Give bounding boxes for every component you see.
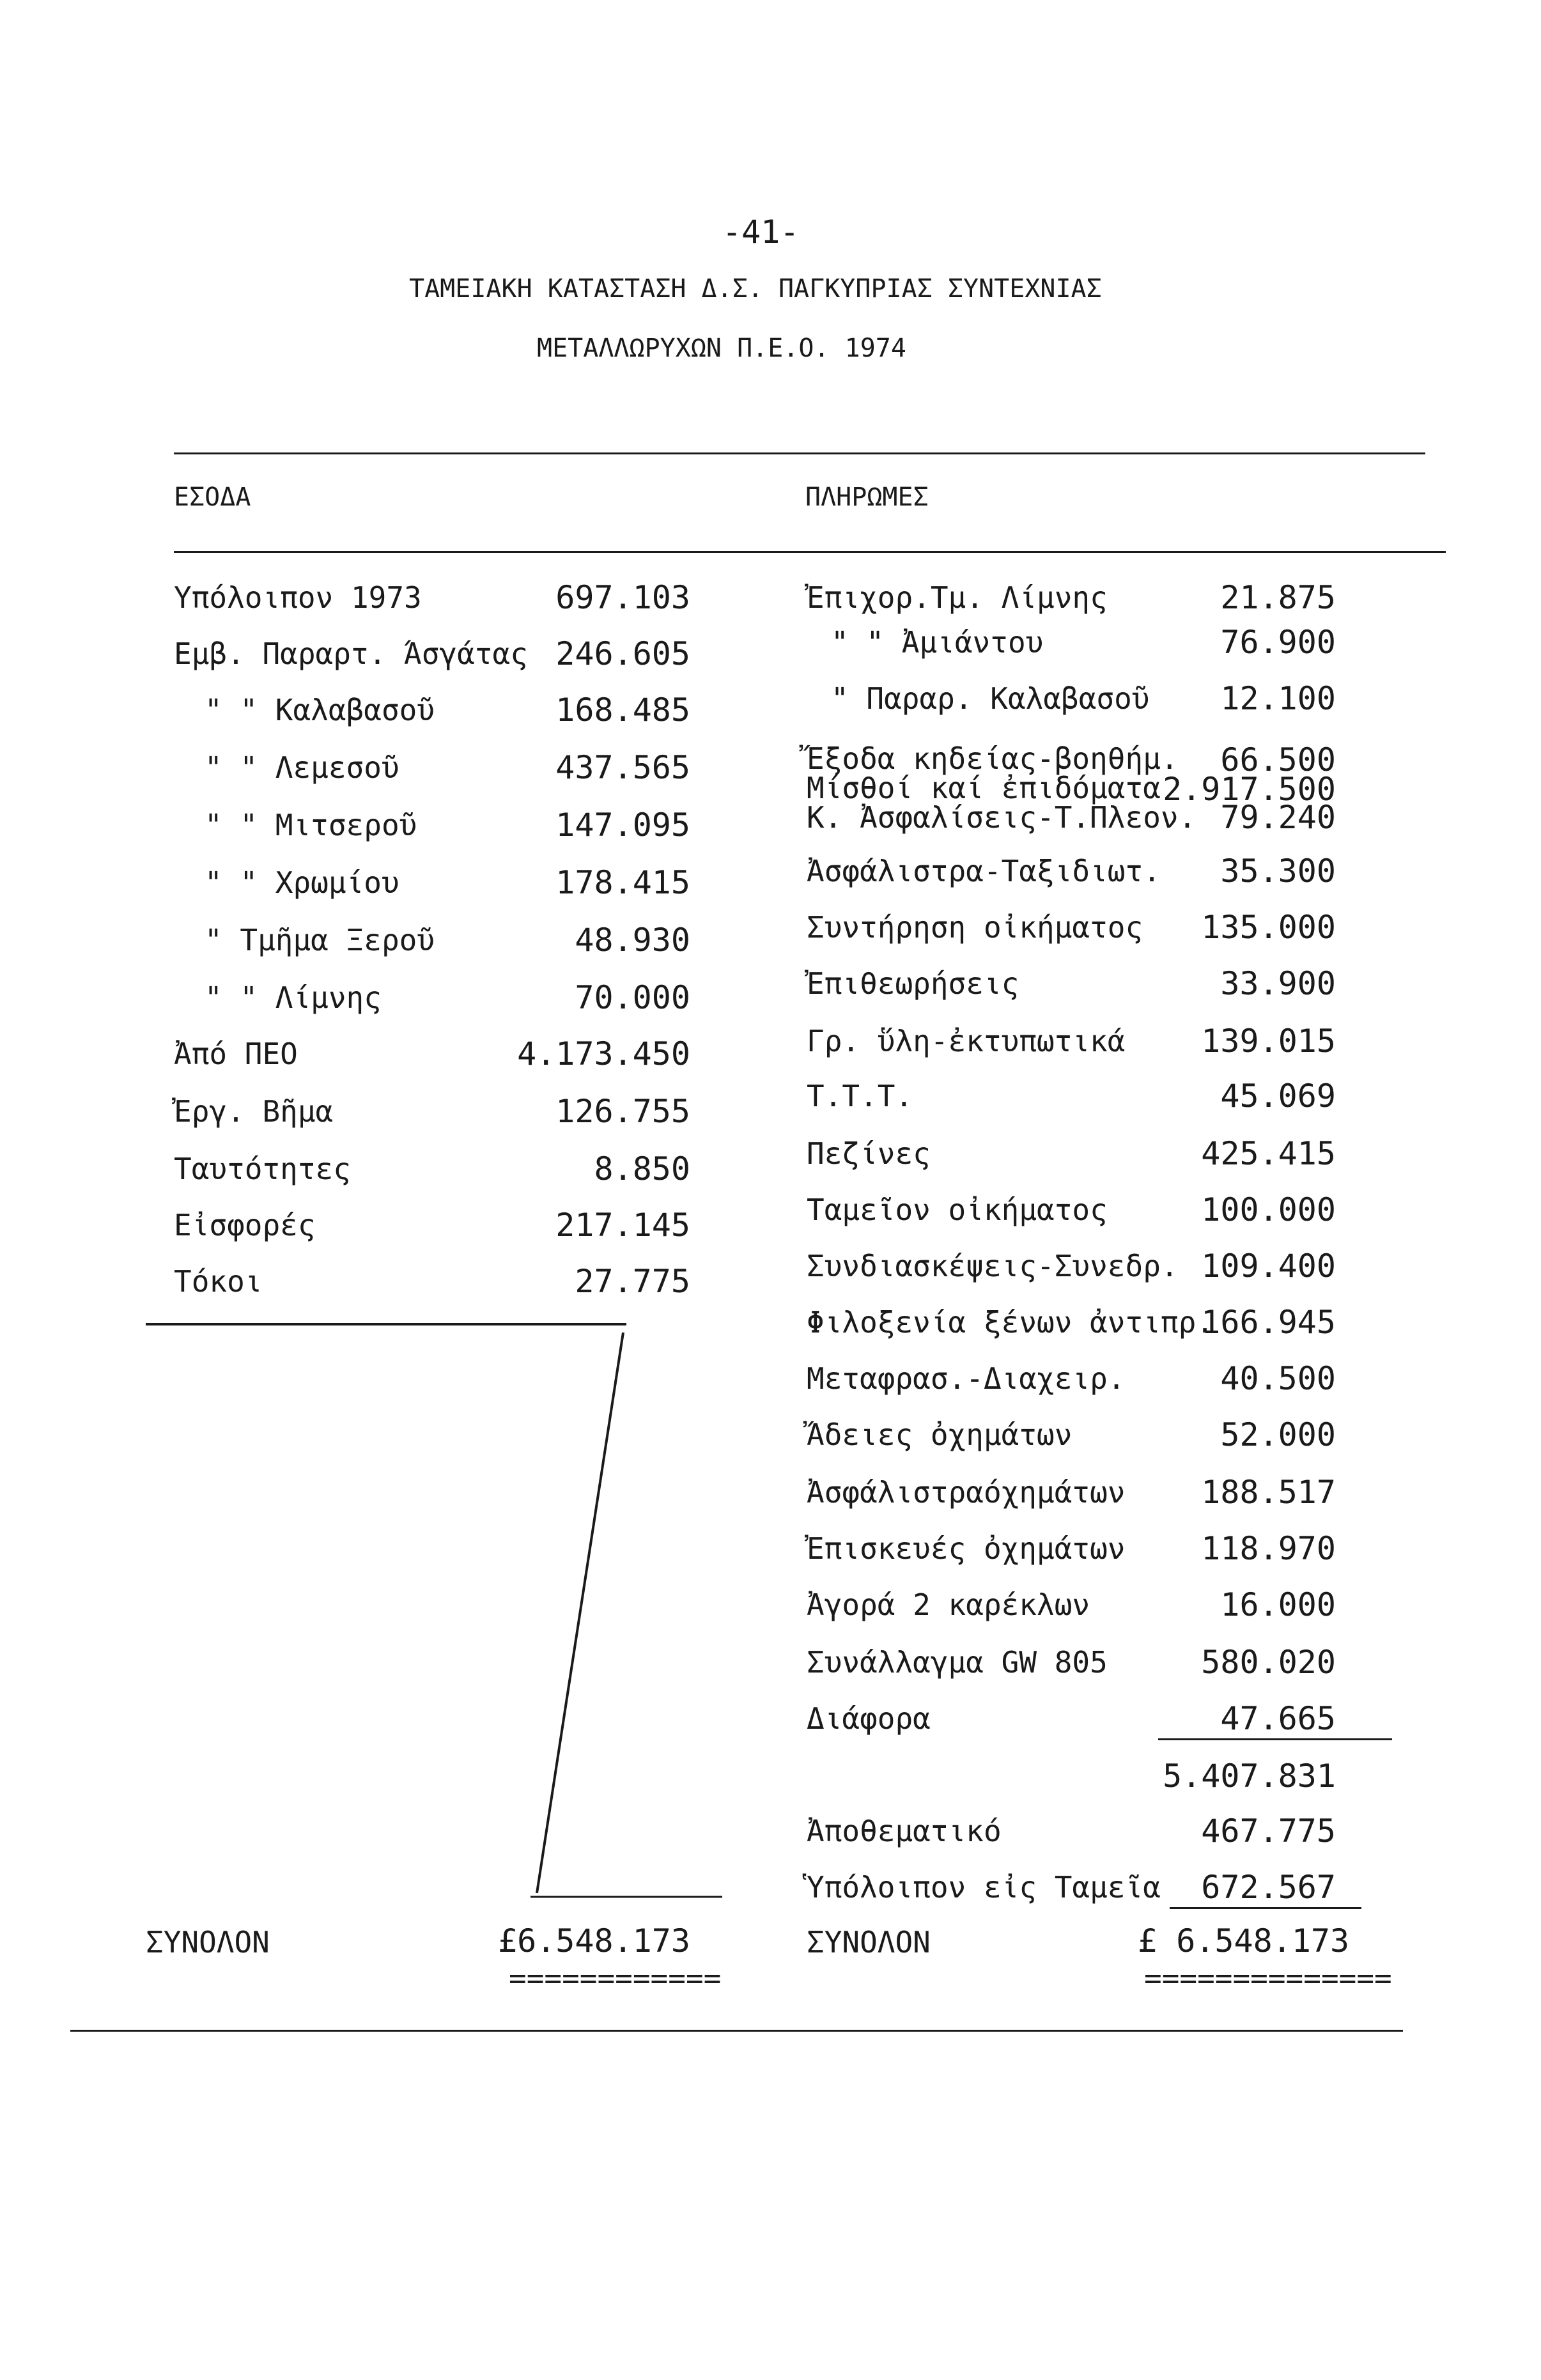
payment-label: Ἀγορά 2 καρέκλων [807, 1588, 1090, 1622]
payment-label: Φιλοξενία ξένων ἀντιπρ. [807, 1305, 1214, 1340]
payment-label: Γρ. ὕλη-ἐκτυπωτικά [807, 1024, 1126, 1058]
income-amount: 27.775 [575, 1263, 690, 1300]
income-label: " " Μιτσεροῦ [205, 808, 417, 842]
payment-amount: 166.945 [1201, 1304, 1336, 1341]
payment-label: Ἀσφάλιστραόχημάτων [807, 1475, 1126, 1510]
income-label: Υπόλοιπον 1973 [174, 580, 422, 615]
payment-label: Ἐπιθεωρήσεις [807, 966, 1019, 1001]
payment-label: Ἐπισκευές ὀχημάτων [807, 1531, 1126, 1566]
payment-label: Ἄδειες ὀχημάτων [807, 1418, 1073, 1452]
income-amount: 126.755 [555, 1093, 690, 1130]
payment-label: Συνάλλαγμα GW 805 [807, 1645, 1108, 1680]
income-amount: 246.605 [555, 635, 690, 672]
total-underline-left: ============ [509, 1961, 722, 1995]
payment-amount: 35.300 [1220, 853, 1336, 890]
income-amount: 8.850 [594, 1150, 690, 1187]
reserve-amount: 467.775 [1201, 1812, 1336, 1850]
payment-amount: 2.917.500 [1163, 771, 1336, 808]
total-right: £ 6.548.173 [1138, 1922, 1350, 1959]
payment-amount: 45.069 [1220, 1078, 1336, 1115]
total-label-right: ΣΥΝΟΛΟΝ [807, 1925, 931, 1959]
payment-label: " " Ἀμιάντου [831, 625, 1044, 660]
payment-label: Μίσθοί καί ἐπιδόματα [807, 771, 1161, 805]
income-column-header: ΕΣΟΔΑ [174, 483, 251, 512]
payment-label: Μεταφρασ.-Διαχειρ. [807, 1361, 1126, 1396]
document-subtitle: ΜΕΤΑΛΛΩΡΥΧΩΝ Π.Ε.Ο. 1974 [537, 334, 906, 363]
income-amount: 147.095 [555, 807, 690, 844]
total-underline-right: ============== [1144, 1961, 1392, 1995]
payment-label: Διάφορα [807, 1701, 931, 1736]
document-title: ΤΑΜΕΙΑΚΗ ΚΑΤΑΣΤΑΣΗ Δ.Σ. ΠΑΓΚΥΠΡΙΑΣ ΣΥΝΤΕΧΝΙΑΣ [409, 274, 1102, 304]
payment-label: Ἀσφάλιστρα-Ταξιδιωτ. [807, 854, 1161, 888]
income-label: Τόκοι [174, 1264, 263, 1299]
payment-amount: 66.500 [1220, 741, 1336, 778]
income-label: Ἀπό ΠΕΟ [174, 1037, 298, 1071]
income-label: Εμβ. Παραρτ. Άσγάτας [174, 637, 528, 671]
total-left: £6.548.173 [497, 1922, 690, 1959]
income-amount: 697.103 [555, 579, 690, 616]
payment-label: Ἔξοδα κηδείας-βοηθήμ. [807, 741, 1179, 776]
total-label-left: ΣΥΝΟΛΟΝ [146, 1925, 270, 1959]
income-label: " " Χρωμίου [205, 865, 399, 900]
income-label: Ἐργ. Βῆμα [174, 1094, 334, 1129]
payment-amount: 33.900 [1220, 965, 1336, 1002]
payment-amount: 580.020 [1201, 1644, 1336, 1681]
subtotal-rule [1158, 1738, 1392, 1740]
payments-subtotal: 5.407.831 [1163, 1758, 1336, 1795]
reserve-label: Ἀποθεματικό [807, 1814, 1002, 1848]
payments-column-header: ΠΛΗΡΩΜΕΣ [805, 483, 929, 512]
income-amount: 178.415 [555, 864, 690, 901]
income-amount: 217.145 [555, 1207, 690, 1244]
payment-amount: 109.400 [1201, 1248, 1336, 1285]
payment-amount: 188.517 [1201, 1474, 1336, 1511]
payment-amount: 118.970 [1201, 1530, 1336, 1567]
income-label: " " Λίμνης [205, 980, 382, 1015]
payment-label: Ἐπιχορ.Τμ. Λίμνης [807, 580, 1108, 615]
balance-amount: 672.567 [1201, 1869, 1336, 1906]
balance-rule [1170, 1907, 1361, 1909]
payment-amount: 135.000 [1201, 909, 1336, 946]
payment-amount: 16.000 [1220, 1586, 1336, 1623]
payment-amount: 47.665 [1220, 1700, 1336, 1737]
income-label: Ταυτότητες [174, 1152, 351, 1186]
payment-label: Ταμεῖον οἰκήματος [807, 1193, 1108, 1227]
income-amount: 168.485 [555, 692, 690, 729]
payment-amount: 52.000 [1220, 1416, 1336, 1453]
income-amount: 48.930 [575, 922, 690, 959]
payment-amount: 79.240 [1220, 799, 1336, 836]
income-label: " " Λεμεσοῦ [205, 750, 399, 785]
income-label: Εἰσφορές [174, 1208, 316, 1242]
balance-label: Ὑπόλοιπον εἰς Ταμεῖα [807, 1870, 1161, 1905]
payment-label: Συντήρηση οἰκήματος [807, 910, 1143, 945]
payment-label: Πεζίνες [807, 1136, 931, 1171]
page-number: -41- [722, 213, 800, 251]
income-label: " " Καλαβασοῦ [205, 693, 435, 727]
payment-amount: 12.100 [1220, 680, 1336, 717]
payment-amount: 40.500 [1220, 1360, 1336, 1397]
payment-label: Κ. Ἀσφαλίσεις-Τ.Πλεον. [807, 800, 1196, 835]
income-label: " Τμῆμα Ξεροῦ [205, 923, 435, 957]
footer-rule [70, 2030, 1403, 2032]
income-amount: 70.000 [575, 979, 690, 1016]
payment-amount: 139.015 [1201, 1023, 1336, 1060]
payment-label: Συνδιασκέψεις-Συνεδρ. [807, 1249, 1179, 1283]
payment-amount: 425.415 [1201, 1135, 1336, 1172]
payment-label: Τ.Τ.Τ. [807, 1079, 913, 1113]
income-amount: 437.565 [555, 749, 690, 786]
payment-label: " Παραρ. Καλαβασοῦ [831, 681, 1150, 716]
payment-amount: 21.875 [1220, 579, 1336, 616]
payment-amount: 76.900 [1220, 624, 1336, 661]
income-amount: 4.173.450 [517, 1035, 690, 1072]
payment-amount: 100.000 [1201, 1191, 1336, 1228]
